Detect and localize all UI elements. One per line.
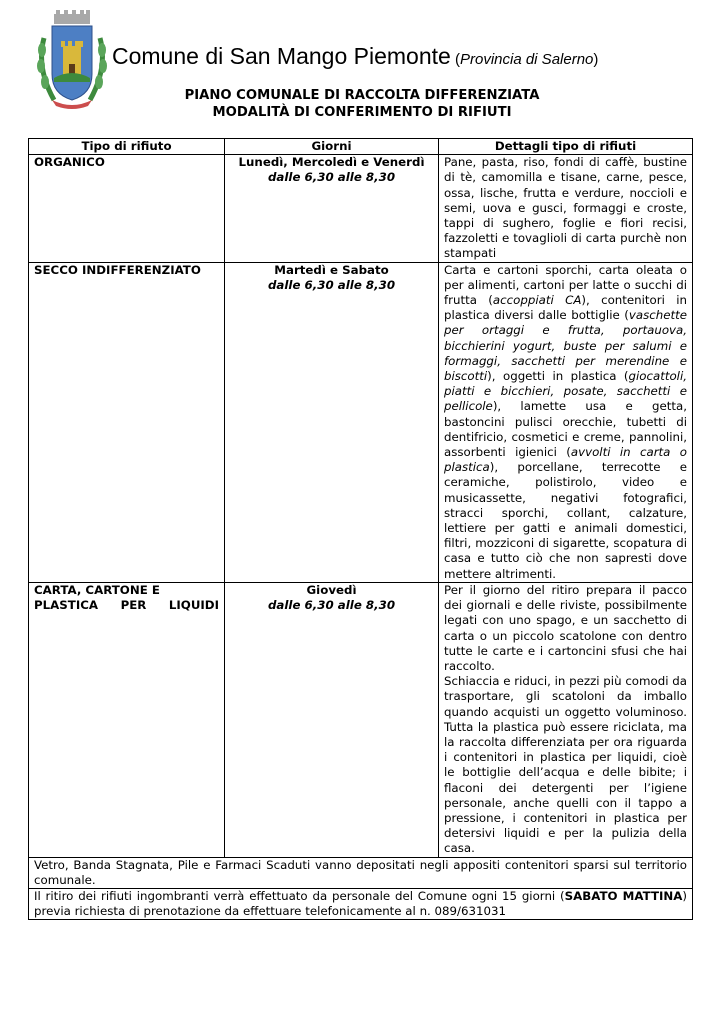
waste-details-cell: [439, 262, 693, 582]
province-open: (: [450, 51, 460, 68]
details-text: ), porcellane, terrecotte e ceramiche, polistirolo, video e musicassette, negativi fotografici, stracci sporchi, collant, calzature, lettiere per gatti e animali domestici, filtri, mozziconi di sigarette, scopatura di casa e tutto ciò che non sapresti dove mettere altrimenti.: [444, 460, 687, 581]
details-text: ), contenitori in plastica diversi dalle bottiglie (: [444, 293, 687, 323]
table-row-secco: [29, 262, 693, 582]
province-name: Provincia di Salerno: [459, 51, 594, 68]
details-text: Carta e cartoni sporchi, carta oleata o per alimenti, cartoni per latte o succhi di frutta (: [444, 262, 687, 308]
table-header-row: [29, 139, 693, 155]
glass-batteries-note: Vetro, Banda Stagnata, Pile e Farmaci Scaduti vanno depositati negli appositi contenitori sparsi sul territorio comunale.: [29, 857, 693, 888]
collection-hours: dalle 6,30 alle 8,30: [267, 598, 396, 613]
column-header-details: Dettagli tipo di rifiuti: [439, 139, 693, 155]
town-name-text: Comune di San Mango Piemonte: [112, 43, 451, 69]
province-close: ): [593, 51, 599, 68]
waste-type-cell: ORGANICO: [29, 155, 225, 262]
details-italic-text: vaschette per ortaggi e frutta, portauova, bicchierini yogurt, buste per salumi e formaggi, sacchetti per merendine e biscotti: [444, 308, 687, 384]
collection-hours: dalle 6,30 alle 8,30: [267, 277, 396, 292]
details-italic-text: avvolti in carta o plastica: [444, 445, 687, 475]
collection-days-cell: [225, 155, 439, 262]
details-paragraph-1: Per il giorno del ritiro prepara il pacco dei giornali e delle riviste, possibilmente legati con uno spago, e un sacchetto di carta o un piccolo scatolone con dentro tutte le carte e i cartoncini sfusi che hai raccolto.: [444, 582, 687, 673]
bulky-note-text: ) previa richiesta di prenotazione da effettuare telefonicamente al n. 089/631031: [34, 888, 687, 919]
bulky-waste-note: [29, 888, 693, 919]
table-note-row-bulky: [29, 888, 693, 919]
details-italic-text: accoppiati CA: [492, 293, 582, 308]
document-title-line-2: MODALITÀ DI CONFERIMENTO DI RIFIUTI: [212, 105, 512, 120]
details-text: ), oggetti in plastica (: [487, 369, 629, 384]
waste-details-cell: Pane, pasta, riso, fondi di caffè, bustine di tè, camomilla e tisane, carne, pesce, ossa, lische, frutta e verdure, noccioli e semi, uova e gusci, formaggi e croste, tappi di sughero, foglie e fiori recisi, fazzoletti e tovaglioli di carta purchè non stampati: [439, 155, 693, 262]
collection-days: Lunedì, Mercoledì e Venerdì: [238, 155, 425, 170]
waste-details-cell: [439, 582, 693, 857]
document-title-line-1: PIANO COMUNALE DI RACCOLTA DIFFERENZIATA: [184, 88, 540, 103]
collection-days: Martedì e Sabato: [274, 262, 389, 277]
document-title: [30, 87, 694, 121]
waste-type-cell: SECCO INDIFFERENZIATO: [29, 262, 225, 582]
collection-days-cell: [225, 582, 439, 857]
collection-days: Giovedì: [306, 582, 357, 597]
details-text: ), lamette usa e getta, bastoncini pulisci orecchie, tubetti di dentifricio, cosmetici e creme, pannolini, assorbenti igienici (: [444, 399, 687, 460]
table-row-organico: [29, 155, 693, 262]
column-header-days: Giorni: [225, 139, 439, 155]
collection-days-cell: [225, 262, 439, 582]
details-paragraph-2: Schiaccia e riduci, in pezzi più comodi da trasportare, gli scatoloni da imballo quando acquisti un oggetto voluminoso. Tutta la plastica può essere riciclata, ma la raccolta differenziata per ora riguarda i contenitori in plastica per liquidi, cioè le bottiglie dell’acqua e delle bibite; i flaconi dei detergenti per l’igiene personale, anche quelli con il tappo a pressione, i contenitori in plastica per detersivi liquidi e per la pulizia della casa.: [444, 674, 687, 856]
table-row-carta: [29, 582, 693, 857]
waste-collection-table: [28, 138, 693, 920]
bulky-note-text: Il ritiro dei rifiuti ingombranti verrà effettuato da personale del Comune ogni 15 giorni (: [34, 888, 565, 903]
collection-hours: dalle 6,30 alle 8,30: [267, 170, 396, 185]
town-name: [112, 43, 598, 70]
column-header-type: Tipo di rifiuto: [29, 139, 225, 155]
details-italic-text: giocattoli, piatti e bicchieri, posate, sacchetti e pellicole: [444, 369, 687, 414]
waste-type-cell: CARTA, CARTONE E PLASTICA PER LIQUIDI: [29, 582, 225, 857]
table-note-row-glass: [29, 857, 693, 888]
bulky-note-day: SABATO MATTINA: [564, 888, 683, 903]
